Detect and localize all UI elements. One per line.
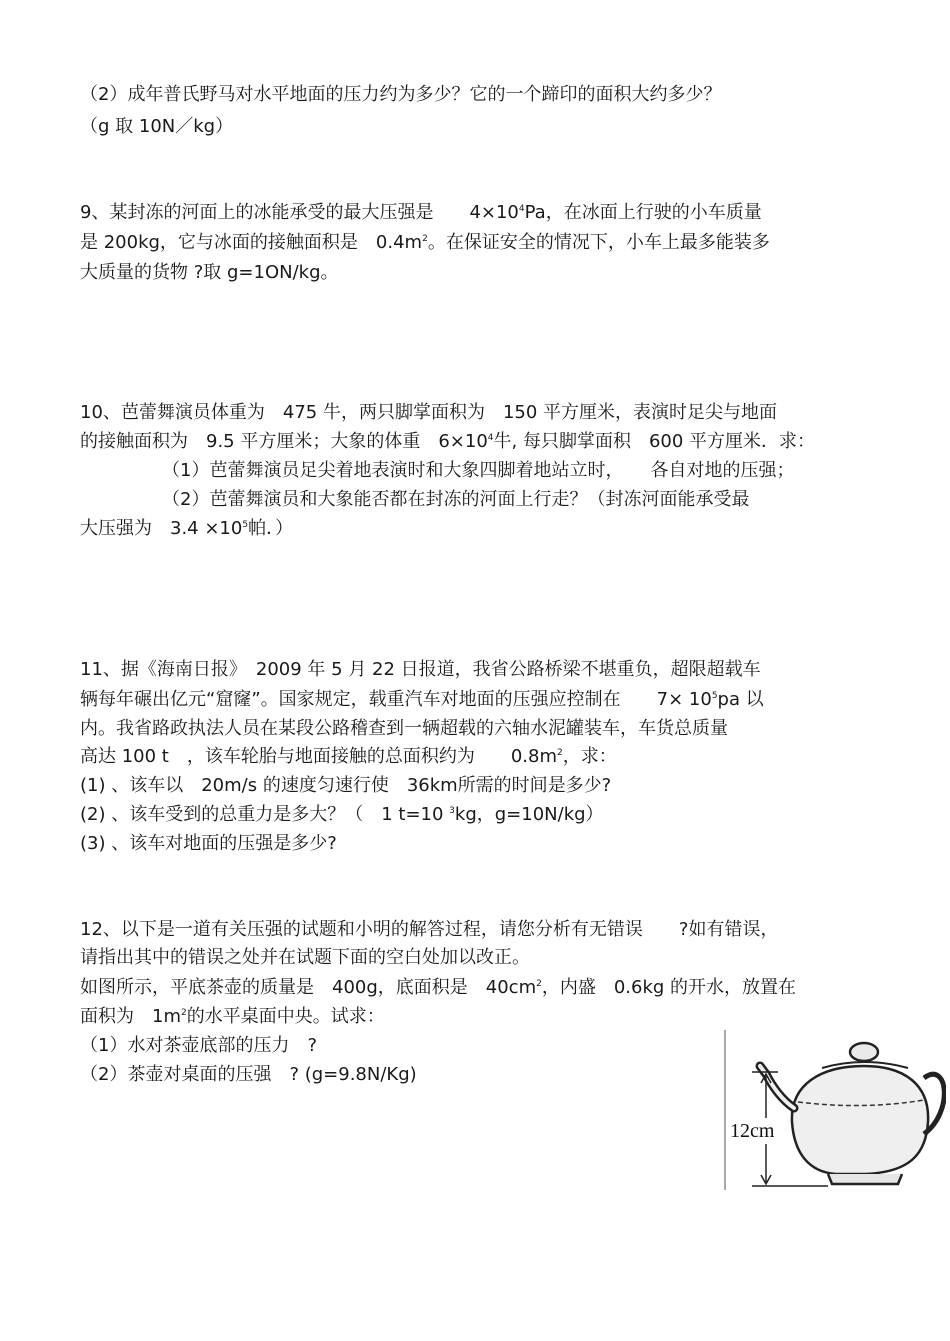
q8-sub2: （2）成年普氏野马对水平地面的压力约为多少？它的一个蹄印的面积大约多少？: [80, 84, 722, 105]
q8-note: （g 取 10N／kg）: [80, 116, 234, 137]
q12-line4: 面积为 $1m^2$的水平桌面中央。试求：: [80, 1006, 385, 1027]
q12-line2: 请指出其中的错误之处并在试题下面的空白处加以改正。: [80, 947, 530, 968]
q11-line1: 11、据《海南日报》 2009 年 5 月 22 日报道，我省公路桥梁不堪重负，超限超载车: [80, 659, 761, 680]
q12-line1: 12、以下是一道有关压强的试题和小明的解答过程，请您分析有无错误 ?如有错误，: [80, 919, 779, 940]
teapot-figure: [724, 1030, 946, 1190]
height-label: 12cm: [730, 1120, 775, 1142]
q9-line2: 是 200kg，它与冰面的接触面积是 $0.4m^2$。在保证安全的情况下，小车上最多能装多: [80, 232, 770, 253]
q10-line2: 的接触面积为 9.5 平方厘米；大象的体重 $6\times 10^4$牛, 每只脚掌面积 600 平方厘米．求：: [80, 431, 816, 452]
q12-sub1: （1）水对茶壶底部的压力 ?: [80, 1035, 318, 1056]
q10-line5: 大压强为 $3.4 \times 10^5$帕．）: [80, 518, 294, 539]
q12-line3: 如图所示，平底茶壶的质量是 400g，底面积是 $40cm^2$，内盛 0.6kg 的开水，放置在: [80, 977, 797, 998]
q10-sub1: （1）芭蕾舞演员足尖着地表演时和大象四脚着地站立时， 各自对地的压强；: [162, 460, 795, 481]
q10-line1: 10、芭蕾舞演员体重为 475 牛，两只脚掌面积为 150 平方厘米，表演时足尖与地面: [80, 402, 778, 423]
q11-line4: 高达 100 t ，该车轮胎与地面接触的总面积约为 $0.8m^2$，求：: [80, 746, 617, 767]
q11-sub2: (2) 、该车受到的总重力是多大？（ 1 t=10 $^3$kg，g=10N/kg）: [80, 804, 604, 825]
q12-sub2: （2）茶壶对桌面的压强 ? (g=9.8N/Kg): [80, 1064, 417, 1085]
q10-sub2: （2）芭蕾舞演员和大象能否都在封冻的河面上行走？（封冻河面能承受最: [162, 489, 750, 510]
q9-line1: 9、某封冻的河面上的冰能承受的最大压强是 $4\times 10^4Pa$，在冰面上行驶的小车质量: [80, 202, 762, 223]
q9-line3: 大质量的货物 ?取 g=1ON/kg。: [80, 262, 339, 283]
q11-line2: 辆每年碾出亿元“窟窿”。国家规定，载重汽车对地面的压强应控制在 $7\times 10^5pa$ 以: [80, 689, 764, 710]
q11-sub3: (3) 、该车对地面的压强是多少?: [80, 833, 337, 854]
q11-sub1: (1) 、该车以 20m/s 的速度匀速行使 36km所需的时间是多少?: [80, 775, 612, 796]
q11-line3: 内。我省路政执法人员在某段公路稽查到一辆超载的六轴水泥罐装车，车货总质量: [80, 718, 728, 739]
